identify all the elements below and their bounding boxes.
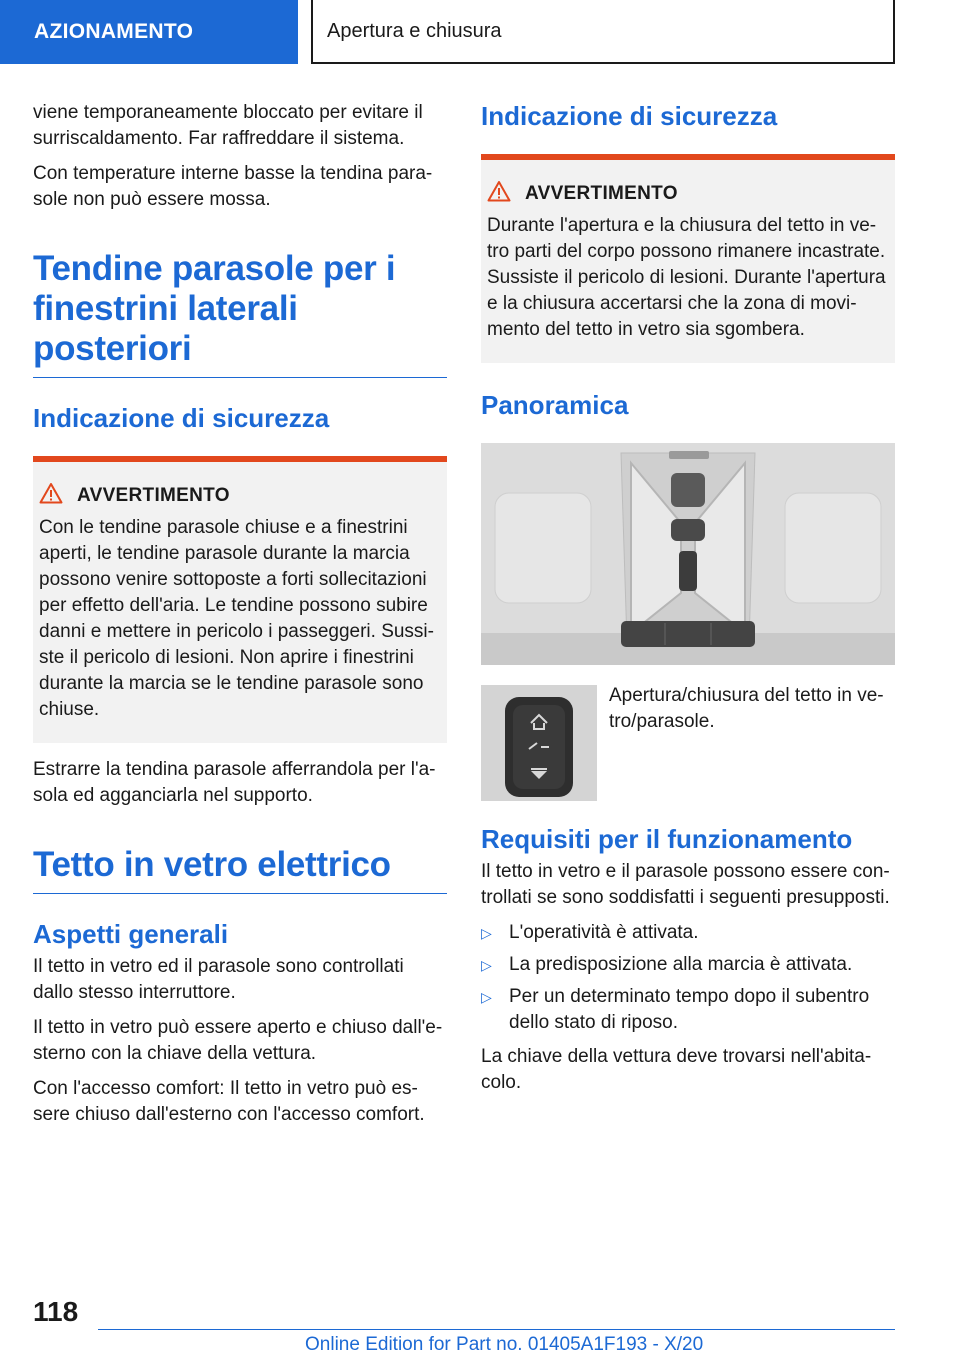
warning-title: AVVERTIMENTO [77,484,230,506]
general-paragraph: Il tetto in vetro può essere aperto e chiuso dall'e-sterno con la chiave della vettura. [33,1017,443,1064]
section-heading-blinds: Tendine parasole per i finestrini laterali posteriori [33,249,447,378]
blinds-paragraph: Estrarre la tendina parasole afferrandola per l'a-sola ed agganciarla nel supporto. [33,759,436,806]
general-paragraph: Con l'accesso comfort: Il tetto in vetro può es-sere chiuso dall'esterno con l'accesso comfort. [33,1078,425,1125]
photo-caption: Apertura/chiusura del tetto in ve-tro/parasole. [609,685,884,732]
warning-triangle-icon [487,180,511,207]
left-column [33,100,447,1137]
subheading-safety: Indicazione di sicurezza [33,403,330,433]
intro-paragraph: viene temporaneamente bloccato per evitare il surriscaldamento. Far raffreddare il sistema. [33,102,423,149]
right-column [481,100,895,1105]
warning-text: Con le tendine parasole chiuse e a finestrini aperti, le tendine parasole durante la marcia possono venire sottoposte a forti sollecitazioni per effetto dell'aria. Le tendine possono subire danni e mettere in pericolo i passeggeri. Sussi-ste il pericolo di lesioni. Non aprire i finestrini durante la marcia se le tendine parasole sono chiuse. [39,517,434,720]
bullet-arrow-icon: ▷ [481,989,492,1005]
warning-box [33,456,447,743]
list-item: ▷ Per un determinato tempo dopo il subentro dello stato di riposo. [481,986,870,1033]
edition-note: Online Edition for Part no. 01405A1F193 - X/20 [305,1334,704,1355]
bullet-arrow-icon: ▷ [481,925,492,941]
general-paragraph: Il tetto in vetro ed il parasole sono controllati dallo stesso interruttore. [33,956,404,1003]
chapter-title: Apertura e chiusura [311,0,895,64]
warning-triangle-icon [39,482,63,509]
requirements-list [481,920,895,1036]
subheading-safety: Indicazione di sicurezza [481,101,778,131]
subheading-general: Aspetti generali [33,919,229,949]
list-item: ▷ La predisposizione alla marcia è attivata. [481,952,895,978]
bullet-arrow-icon: ▷ [481,957,492,973]
section-heading-roof: Tetto in vetro elettrico [33,845,447,894]
section-tab: AZIONAMENTO [0,0,298,64]
list-item: ▷ L'operatività è attivata. [481,920,895,946]
subheading-overview: Panoramica [481,390,629,420]
requirements-paragraph: Il tetto in vetro e il parasole possono essere con-trollati se sono soddisfatti i seguenti presupposti. [481,861,890,908]
warning-text: Durante l'apertura e la chiusura del tetto in ve-tro parti del corpo possono rimanere incastrate. Sussiste il pericolo di lesioni. Durante l'apertura e la chiusura accertarsi che la zona di movi-mento del tetto in vetro sia sgombera. [487,215,886,340]
intro-paragraph: Con temperature interne basse la tendina para-sole non può essere mossa. [33,163,433,210]
roof-console-photo [481,443,895,665]
subheading-requirements: Requisiti per il funzionamento [481,824,853,854]
footer-divider [98,1329,895,1330]
warning-box [481,154,895,363]
warning-title: AVVERTIMENTO [525,182,678,204]
roof-switch-photo [481,685,597,801]
page-number: 118 [33,1296,79,1327]
key-paragraph: La chiave della vettura deve trovarsi nell'abita-colo. [481,1046,872,1093]
